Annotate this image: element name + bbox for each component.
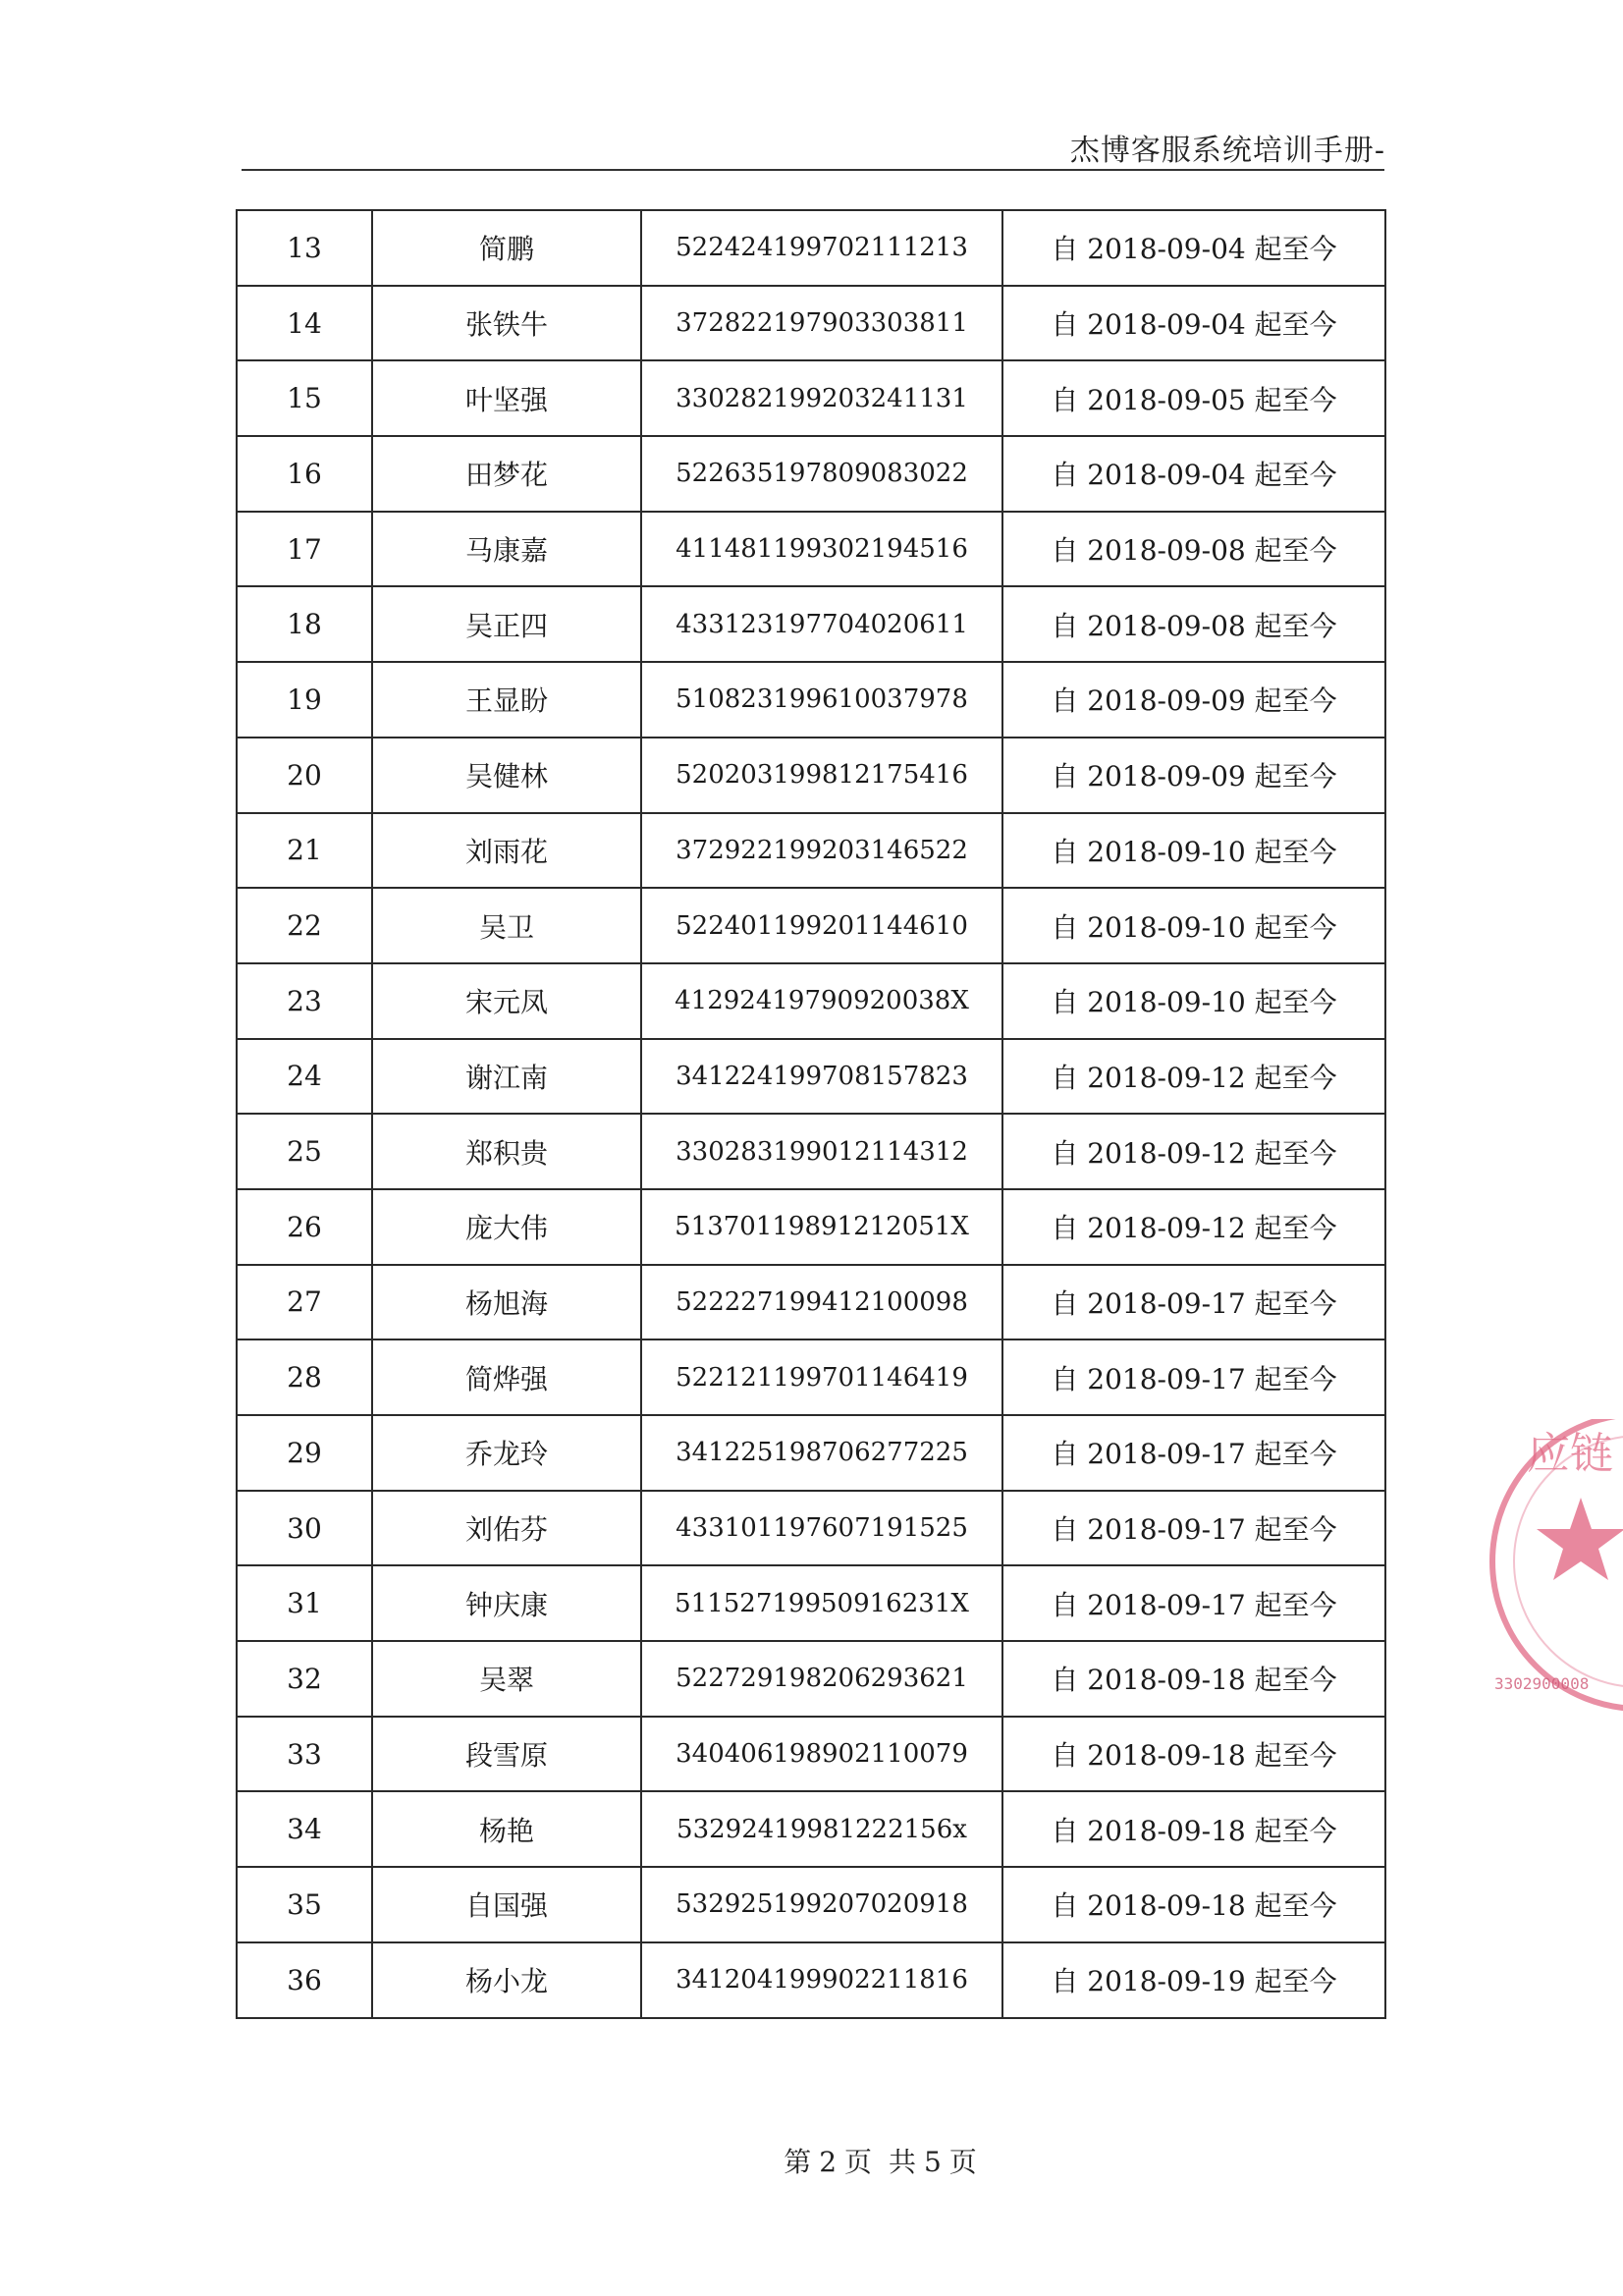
period-cell: 自 2018-09-19 起至今 [1002,1942,1385,2018]
roster-table-container [236,209,1384,2019]
table-row [237,662,1385,738]
name-cell: 叶坚强 [372,360,641,436]
period-cell: 自 2018-09-10 起至今 [1002,963,1385,1039]
id-number-cell: 53292419981222156x [641,1791,1002,1867]
seal-text: 应链 [1527,1429,1613,1479]
row-number-cell: 20 [237,738,372,813]
total-label-suffix: 页 [948,2146,977,2178]
row-number-cell: 32 [237,1641,372,1717]
period-cell: 自 2018-09-12 起至今 [1002,1114,1385,1189]
name-cell: 庞大伟 [372,1189,641,1265]
row-number-cell: 35 [237,1867,372,1942]
period-cell: 自 2018-09-10 起至今 [1002,813,1385,889]
period-cell: 自 2018-09-18 起至今 [1002,1717,1385,1792]
row-number-cell: 34 [237,1791,372,1867]
name-cell: 刘雨花 [372,813,641,889]
table-row [237,1717,1385,1792]
seal-star-icon [1537,1498,1623,1580]
id-number-cell: 510823199610037978 [641,662,1002,738]
table-row [237,1265,1385,1340]
seal-stamp-graphic [1473,1419,1623,1753]
row-number-cell: 26 [237,1189,372,1265]
table-row [237,586,1385,662]
id-number-cell: 41292419790920038X [641,963,1002,1039]
row-number-cell: 14 [237,286,372,361]
period-cell: 自 2018-09-12 起至今 [1002,1039,1385,1115]
name-cell: 段雪原 [372,1717,641,1792]
period-cell: 自 2018-09-12 起至今 [1002,1189,1385,1265]
table-row [237,813,1385,889]
name-cell: 吴翠 [372,1641,641,1717]
row-number-cell: 15 [237,360,372,436]
page-current: 2 [819,2146,838,2178]
name-cell: 谢江南 [372,1039,641,1115]
row-number-cell: 31 [237,1565,372,1641]
page-total: 5 [923,2146,942,2178]
period-cell: 自 2018-09-17 起至今 [1002,1265,1385,1340]
table-row [237,1415,1385,1491]
table-row [237,1491,1385,1566]
period-cell: 自 2018-09-17 起至今 [1002,1339,1385,1415]
id-number-cell: 341225198706277225 [641,1415,1002,1491]
period-cell: 自 2018-09-18 起至今 [1002,1791,1385,1867]
period-cell: 自 2018-09-17 起至今 [1002,1415,1385,1491]
period-cell: 自 2018-09-18 起至今 [1002,1641,1385,1717]
id-number-cell: 330282199203241131 [641,360,1002,436]
table-row [237,1791,1385,1867]
period-cell: 自 2018-09-09 起至今 [1002,662,1385,738]
row-number-cell: 23 [237,963,372,1039]
row-number-cell: 19 [237,662,372,738]
row-number-cell: 22 [237,888,372,963]
row-number-cell: 29 [237,1415,372,1491]
name-cell: 吴健林 [372,738,641,813]
row-number-cell: 30 [237,1491,372,1566]
table-row [237,286,1385,361]
table-row [237,1189,1385,1265]
row-number-cell: 16 [237,436,372,512]
name-cell: 田梦花 [372,436,641,512]
table-row [237,1641,1385,1717]
name-cell: 宋元凤 [372,963,641,1039]
id-number-cell: 522227199412100098 [641,1265,1002,1340]
table-row [237,360,1385,436]
name-cell: 乔龙玲 [372,1415,641,1491]
seal-code: 3302900008 [1494,1674,1590,1693]
table-row [237,1867,1385,1942]
id-number-cell: 340406198902110079 [641,1717,1002,1792]
period-cell: 自 2018-09-17 起至今 [1002,1565,1385,1641]
id-number-cell: 372822197903303811 [641,286,1002,361]
row-number-cell: 28 [237,1339,372,1415]
id-number-cell: 522121199701146419 [641,1339,1002,1415]
id-number-cell: 51370119891212051X [641,1189,1002,1265]
period-cell: 自 2018-09-17 起至今 [1002,1491,1385,1566]
id-number-cell: 341204199902211816 [641,1942,1002,2018]
period-cell: 自 2018-09-04 起至今 [1002,286,1385,361]
name-cell: 杨艳 [372,1791,641,1867]
header-title: 杰博客服系统培训手册- [1069,134,1385,168]
period-cell: 自 2018-09-04 起至今 [1002,436,1385,512]
company-seal [1473,1419,1623,1753]
name-cell: 吴卫 [372,888,641,963]
table-row [237,1339,1385,1415]
page-label-prefix: 第 [784,2146,812,2178]
table-row [237,210,1385,286]
id-number-cell: 520203199812175416 [641,738,1002,813]
name-cell: 杨旭海 [372,1265,641,1340]
row-number-cell: 24 [237,1039,372,1115]
id-number-cell: 330283199012114312 [641,1114,1002,1189]
name-cell: 刘佑芬 [372,1491,641,1566]
id-number-cell: 433101197607191525 [641,1491,1002,1566]
period-cell: 自 2018-09-09 起至今 [1002,738,1385,813]
table-row [237,888,1385,963]
period-cell: 自 2018-09-08 起至今 [1002,586,1385,662]
name-cell: 简烨强 [372,1339,641,1415]
row-number-cell: 17 [237,512,372,587]
page-label-mid: 页 [844,2146,873,2178]
name-cell: 郑积贵 [372,1114,641,1189]
id-number-cell: 522635197809083022 [641,436,1002,512]
name-cell: 张铁牛 [372,286,641,361]
name-cell: 杨小龙 [372,1942,641,2018]
row-number-cell: 21 [237,813,372,889]
name-cell: 钟庆康 [372,1565,641,1641]
table-row [237,1942,1385,2018]
id-number-cell: 341224199708157823 [641,1039,1002,1115]
name-cell: 吴正四 [372,586,641,662]
id-number-cell: 522401199201144610 [641,888,1002,963]
table-row [237,512,1385,587]
row-number-cell: 36 [237,1942,372,2018]
period-cell: 自 2018-09-05 起至今 [1002,360,1385,436]
name-cell: 王显盼 [372,662,641,738]
id-number-cell: 411481199302194516 [641,512,1002,587]
id-number-cell: 522424199702111213 [641,210,1002,286]
table-row [237,1114,1385,1189]
id-number-cell: 51152719950916231X [641,1565,1002,1641]
period-cell: 自 2018-09-08 起至今 [1002,512,1385,587]
row-number-cell: 13 [237,210,372,286]
name-cell: 简鹏 [372,210,641,286]
period-cell: 自 2018-09-18 起至今 [1002,1867,1385,1942]
roster-table-body [237,210,1385,2018]
row-number-cell: 18 [237,586,372,662]
id-number-cell: 532925199207020918 [641,1867,1002,1942]
period-cell: 自 2018-09-04 起至今 [1002,210,1385,286]
id-number-cell: 372922199203146522 [641,813,1002,889]
table-row [237,738,1385,813]
row-number-cell: 25 [237,1114,372,1189]
table-row [237,436,1385,512]
id-number-cell: 433123197704020611 [641,586,1002,662]
id-number-cell: 522729198206293621 [641,1641,1002,1717]
period-cell: 自 2018-09-10 起至今 [1002,888,1385,963]
table-row [237,963,1385,1039]
row-number-cell: 33 [237,1717,372,1792]
page-number [0,2141,1623,2180]
table-row [237,1565,1385,1641]
roster-table [236,209,1386,2019]
total-label-prefix: 共 [888,2146,916,2178]
name-cell: 马康嘉 [372,512,641,587]
table-row [237,1039,1385,1115]
header-divider [242,169,1384,171]
row-number-cell: 27 [237,1265,372,1340]
name-cell: 自国强 [372,1867,641,1942]
